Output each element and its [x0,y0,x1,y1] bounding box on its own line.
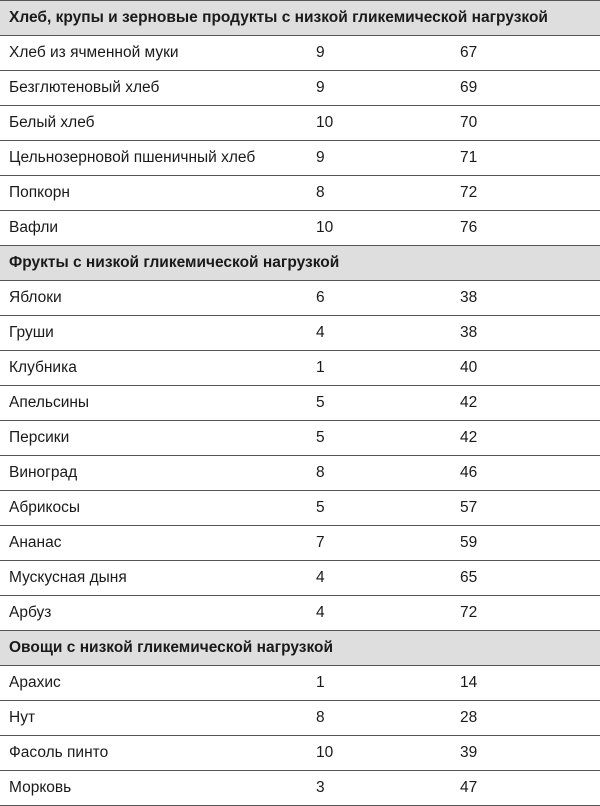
table-row [0,176,600,211]
glycemic-index-value: 14 [460,674,478,691]
table-row [0,491,600,526]
food-name: Хлеб из ячменной муки [9,44,179,61]
table-row [0,526,600,561]
glycemic-index-value: 71 [460,149,478,166]
section-header-vegetables: Овощи с низкой гликемической нагрузкой [0,631,600,666]
glycemic-index-value: 67 [460,44,478,61]
glycemic-load-value: 8 [316,184,325,201]
glycemic-index-value: 39 [460,744,478,761]
table-row [0,106,600,141]
glycemic-index-value: 42 [460,394,478,411]
glycemic-index-value: 47 [460,779,478,796]
food-name: Ананас [9,534,62,551]
food-name: Персики [9,429,70,446]
food-name: Апельсины [9,394,90,411]
glycemic-index-value: 72 [460,604,478,621]
table-row [0,141,600,176]
glycemic-load-value: 8 [316,709,325,726]
food-name: Мускусная дыня [9,569,127,586]
glycemic-load-value: 9 [316,79,325,96]
glycemic-load-value: 9 [316,44,325,61]
food-name: Морковь [9,779,72,796]
glycemic-index-value: 28 [460,709,478,726]
food-name: Арбуз [9,604,52,621]
glycemic-index-value: 40 [460,359,478,376]
table-row [0,386,600,421]
table-row [0,456,600,491]
glycemic-index-value: 69 [460,79,478,96]
glycemic-load-value: 5 [316,394,325,411]
glycemic-load-value: 7 [316,534,325,551]
table-row [0,736,600,771]
glycemic-index-value: 38 [460,324,478,341]
food-name: Виноград [9,464,78,481]
food-name: Безглютеновый хлеб [9,79,160,96]
table-row [0,281,600,316]
glycemic-index-value: 76 [460,219,478,236]
food-name: Вафли [9,219,59,236]
glycemic-load-value: 1 [316,359,325,376]
table-row [0,211,600,246]
glycemic-index-value: 70 [460,114,478,131]
glycemic-load-value: 10 [316,744,334,761]
table-row [0,771,600,806]
food-name: Груши [9,324,54,341]
glycemic-load-value: 10 [316,114,334,131]
food-name: Клубника [9,359,77,376]
food-name: Белый хлеб [9,114,95,131]
food-name: Фасоль пинто [9,744,109,761]
food-name: Нут [9,709,36,726]
glycemic-index-value: 72 [460,184,478,201]
glycemic-load-value: 10 [316,219,334,236]
table-row [0,701,600,736]
section-header-grains: Хлеб, крупы и зерновые продукты с низкой гликемической нагрузкой [0,1,600,36]
table-row [0,36,600,71]
glycemic-index-value: 65 [460,569,478,586]
table-row [0,351,600,386]
table-row [0,666,600,701]
glycemic-load-value: 8 [316,464,325,481]
glycemic-index-value: 42 [460,429,478,446]
glycemic-index-value: 59 [460,534,478,551]
glycemic-load-value: 6 [316,289,325,306]
glycemic-load-value: 1 [316,674,325,691]
food-name: Арахис [9,674,61,691]
table-row [0,561,600,596]
glycemic-load-value: 9 [316,149,325,166]
table-row [0,596,600,631]
table-row [0,316,600,351]
glycemic-load-value: 5 [316,499,325,516]
glycemic-load-value: 3 [316,779,325,796]
food-name: Абрикосы [9,499,80,516]
table-row [0,421,600,456]
glycemic-load-value: 5 [316,429,325,446]
glycemic-load-value: 4 [316,569,325,586]
food-name: Цельнозерновой пшеничный хлеб [9,149,256,166]
table-row [0,71,600,106]
food-name: Попкорн [9,184,70,201]
glycemic-index-value: 46 [460,464,478,481]
glycemic-index-value: 57 [460,499,478,516]
glycemic-load-value: 4 [316,324,325,341]
glycemic-index-value: 38 [460,289,478,306]
section-header-fruits: Фрукты с низкой гликемической нагрузкой [0,246,600,281]
food-name: Яблоки [9,289,62,306]
glycemic-load-value: 4 [316,604,325,621]
